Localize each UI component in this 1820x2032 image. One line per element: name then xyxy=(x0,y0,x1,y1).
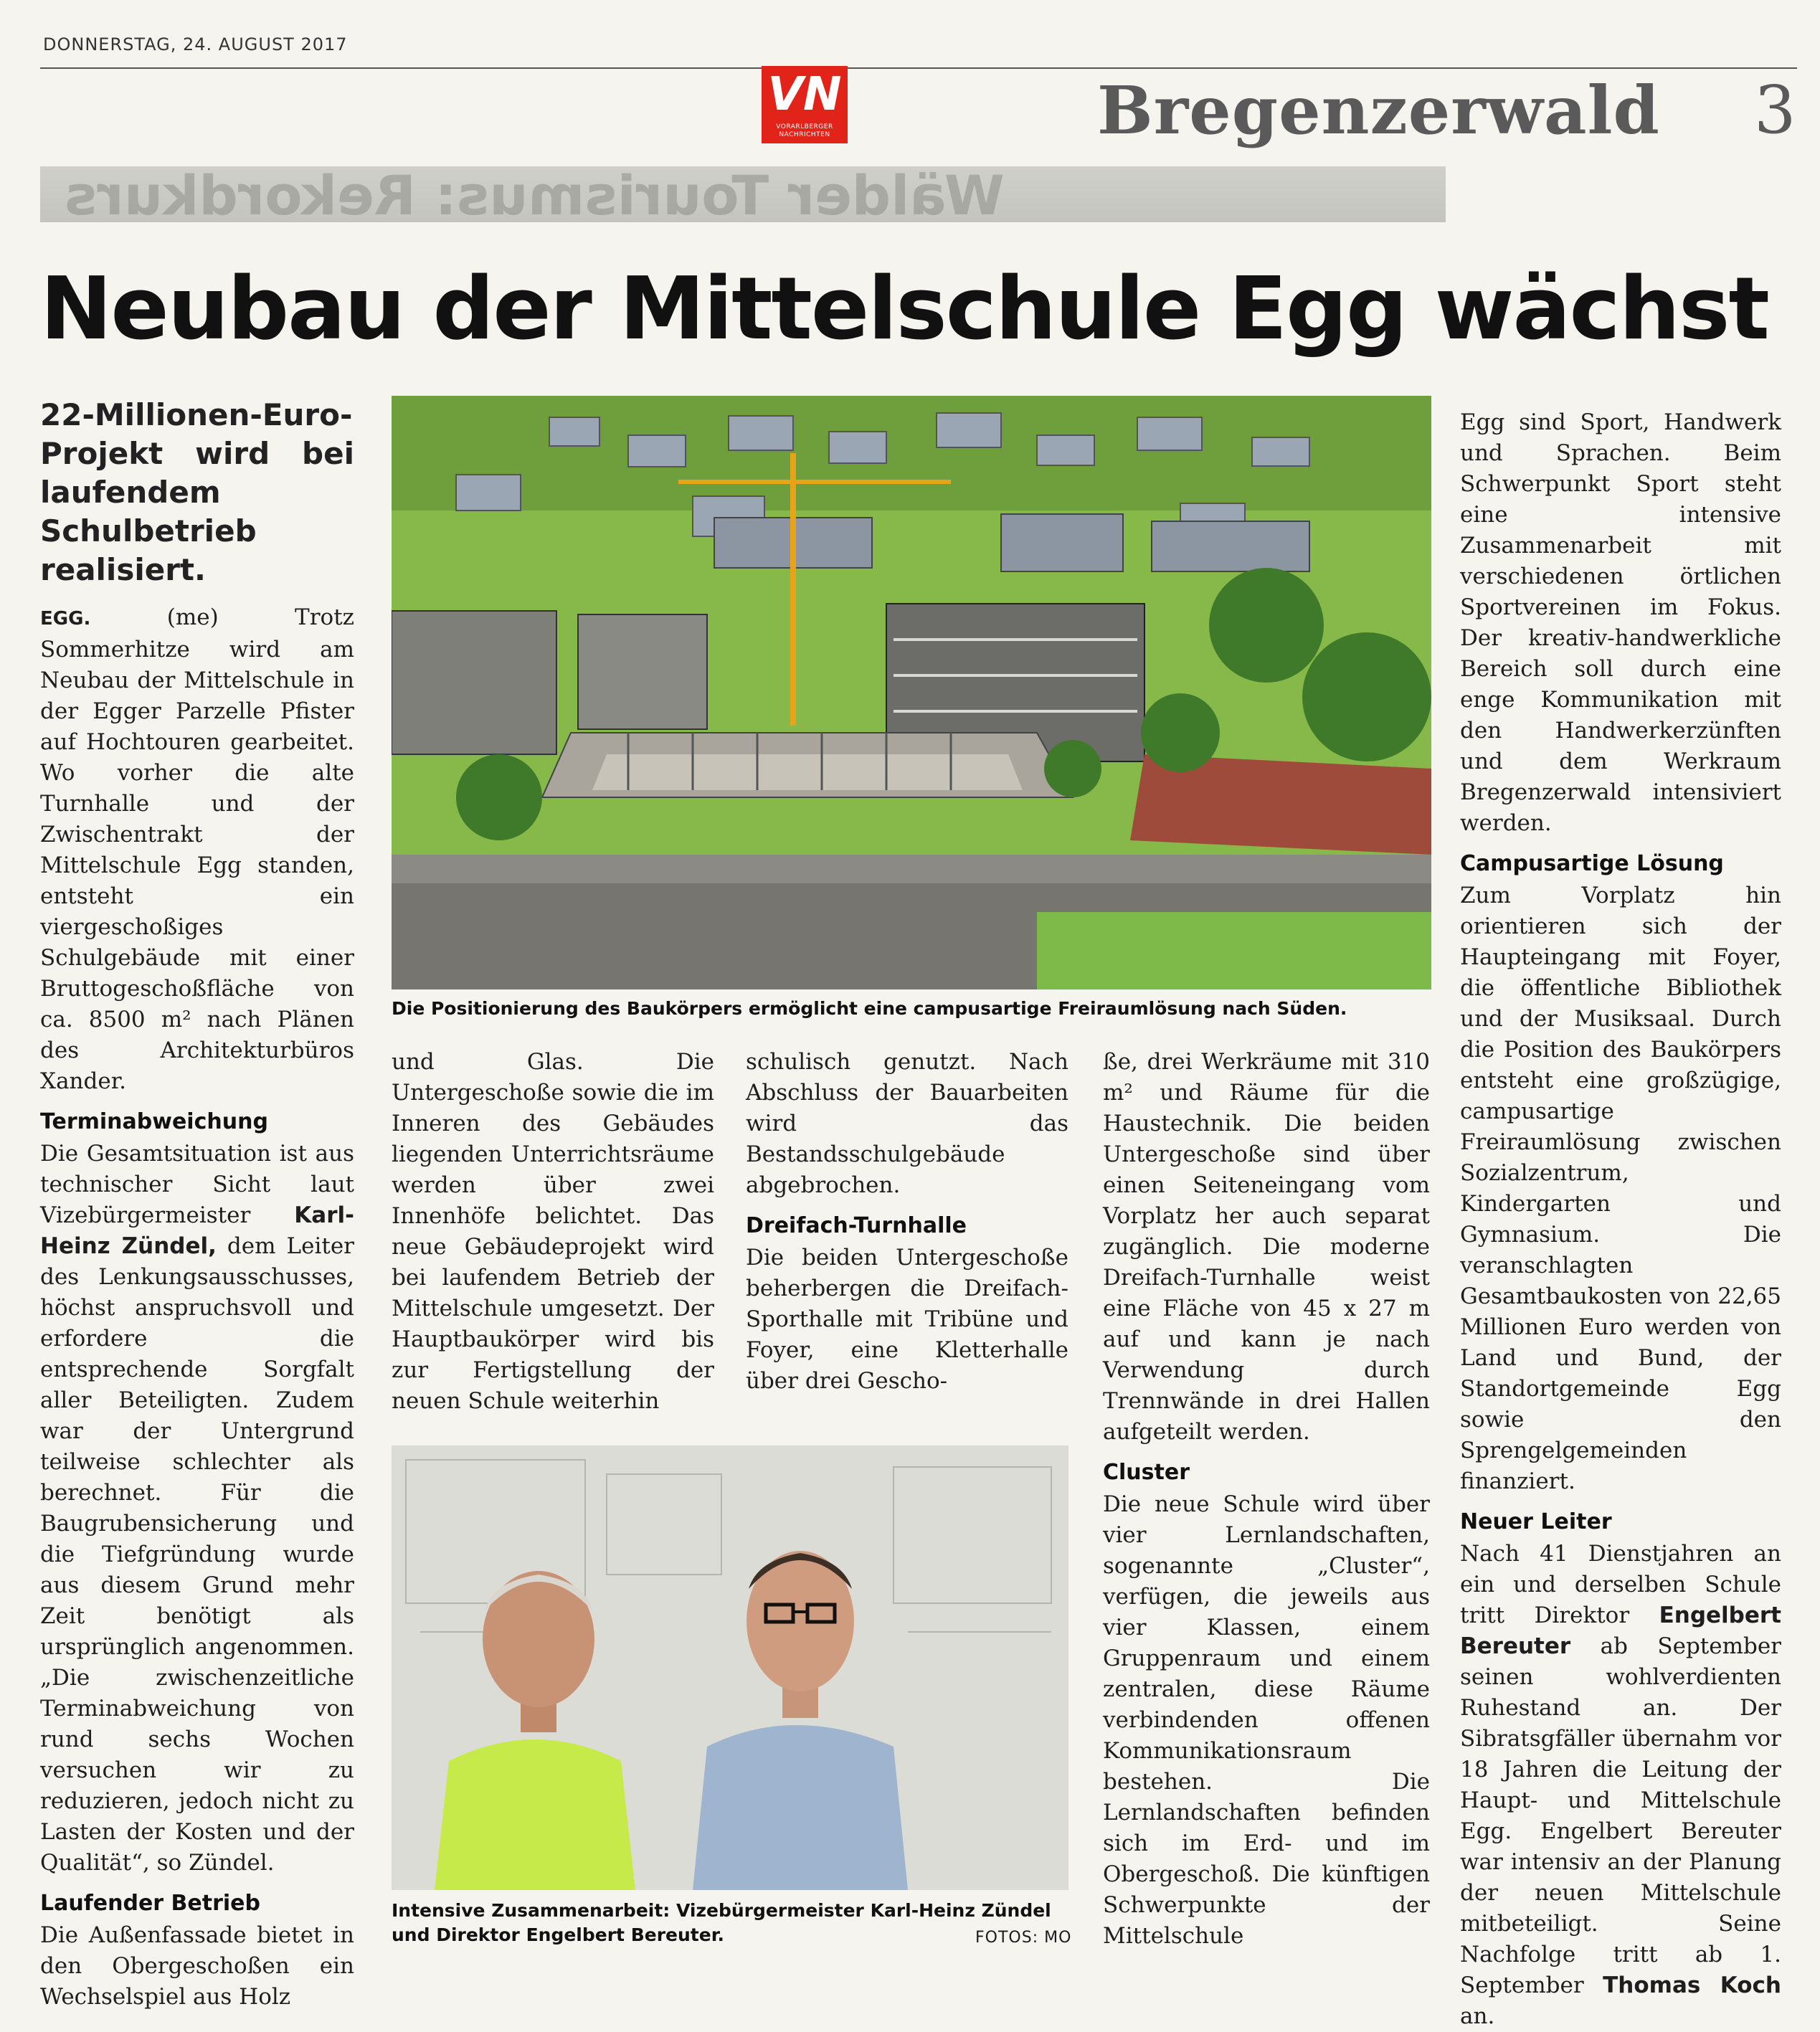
betrieb-text-3: schulisch genutzt. Nach Abschluss der Bauarbeiten wird das Bestandsschulgebäude abgebrochen. xyxy=(746,1049,1068,1198)
construction-photo-art xyxy=(392,396,1431,989)
portrait-photo-art xyxy=(392,1445,1068,1890)
issue-date: DONNERSTAG, 24. AUGUST 2017 xyxy=(43,34,348,54)
campus-text: Zum Vorplatz hin orientieren sich der Haupteingang mit Foyer, die öffentliche Bibliothek und der Musiksaal. Durch die Position des Baukörpers entsteht eine großzügige, campusartige Freiraumlösung zwischen Sozialzentrum, Kindergarten und Gymnasium. Die veranschlagten Gesamtbaukosten von 22,65 Millionen Euro werden von Land und Bund, der Standortgemeinde Egg sowie den Sprengelgemeinden finanziert. xyxy=(1460,883,1781,1494)
vn-logo xyxy=(762,66,848,143)
betrieb-text-2: und Glas. Die Untergeschoße sowie die im Inneren des Gebäudes liegenden Unterrichtsräume werden über zwei Innenhöfe belichtet. Das neue Gebäudeprojekt wird bei laufendem Betrieb der Mittelschule umgesetzt. Der Hauptbaukörper wird bis zur Fertigstellung der neuen Schule weiterhin xyxy=(392,1049,714,1414)
director-name: Engelbert Bereuter xyxy=(1460,1603,1781,1659)
column-4 xyxy=(1103,1047,1430,1952)
column-3 xyxy=(746,1047,1068,1397)
headline: Neubau der Mittelschule Egg wächst xyxy=(40,260,1768,359)
bleed-through-text: Wälder Tourismus: Rekordkurs xyxy=(65,163,1005,227)
logo-line-1: VORARLBERGER xyxy=(776,123,833,130)
subhead-neuer-leiter: Neuer Leiter xyxy=(1460,1509,1612,1534)
photo-credit: FOTOS: MO xyxy=(975,1929,1072,1947)
betrieb-text-1: Die Außenfassade bietet in den Obergeschoßen ein Wechselspiel aus Holz xyxy=(40,1922,354,2010)
construction-photo xyxy=(392,396,1431,989)
photo-caption-2: Intensive Zusammenarbeit: Vizebürgermeister Karl-Heinz Zündel und Direktor Engelbert Bereuter. xyxy=(392,1900,1051,1945)
termin-paragraph xyxy=(40,1139,354,1879)
leiter-paragraph xyxy=(1460,1539,1781,2032)
intro-paragraph xyxy=(40,602,354,1097)
portrait-photo xyxy=(392,1445,1068,1890)
photo-caption-1: Die Positionierung des Baukörpers ermöglicht eine campusartige Freiraumlösung nach Süden. xyxy=(392,998,1347,1019)
leiter-text-a: Nach 41 Dienstjahren an ein und derselben Schule tritt Direktor xyxy=(1460,1541,1781,1628)
cluster-text: Die neue Schule wird über vier Lernlandschaften, sogenannte „Cluster“, verfügen, die jeweils aus vier Klassen, einem Gruppenraum und einem zentralen, diese Räume verbindenden offenen Kommunikationsraum bestehen. Die Lernlandschaften befinden sich im Erd- und im Obergeschoß. Die künftigen Schwerpunkte der Mittelschule xyxy=(1103,1491,1430,1949)
subhead-laufender-betrieb: Laufender Betrieb xyxy=(40,1891,260,1916)
column-right xyxy=(1460,407,1781,2032)
person-name: Karl-Heinz Zündel, xyxy=(40,1202,354,1259)
logo-mark: VN xyxy=(767,68,842,121)
right-intro-text: Egg sind Sport, Handwerk und Sprachen. Beim Schwerpunkt Sport steht eine intensive Zusammenarbeit mit verschiedenen örtlichen Sportvereinen im Fokus. Der kreativ-handwerkliche Bereich soll durch eine enge Kommunikation mit den Handwerkerzünften und dem Werkraum Bregenzerwald intensiviert werden. xyxy=(1460,409,1781,836)
subhead-campusartige-loesung: Campusartige Lösung xyxy=(1460,851,1724,876)
turnhalle-text-1: Die beiden Untergeschoße beherbergen die Dreifach-Sporthalle mit Tribüne und Foyer, eine Kletterhalle über drei Gescho- xyxy=(746,1245,1068,1394)
section-title: Bregenzerwald xyxy=(1097,72,1660,149)
termin-text-b: dem Leiter des Lenkungsausschusses, höchst anspruchsvoll und erfordere die entsprechende Sorgfalt aller Beteiligten. Zudem war der Untergrund teilweise schlechter als berechnet. Für die Baugrubensicherung und die Tiefgründung wurde aus diesem Grund mehr Zeit benötigt als ursprünglich angenommen. „Die zwischenzeitliche Terminabweichung von rund sechs Wochen versuchen wir zu reduzieren, jedoch nicht zu Lasten der Kosten und der Qualität“, so Zündel. xyxy=(40,1233,354,1876)
leiter-text-end: an. xyxy=(1460,2003,1495,2029)
column-2 xyxy=(392,1047,714,1417)
termin-text-a: Die Gesamtsituation ist aus technischer Sicht laut Vizebürgermeister xyxy=(40,1141,354,1228)
dateline: EGG. xyxy=(40,608,91,630)
logo-line-2: NACHRICHTEN xyxy=(779,131,830,138)
lead-text: 22-Millionen-Euro-Projekt wird bei laufendem Schulbetrieb realisiert. xyxy=(40,397,354,587)
intro-text: (me) Trotz Sommerhitze wird am Neubau der Mittelschule in der Egger Parzelle Pfister auf Hochtouren gearbeitet. Wo vorher die alte Turnhalle und der Zwischentrakt der Mittelschule Egg standen, entsteht ein viergeschoßiges Schulgebäude mit einer Bruttogeschoßfläche von ca. 8500 m² nach Plänen des Architekturbüros Xander. xyxy=(40,604,355,1094)
turnhalle-text-2: ße, drei Werkräume mit 310 m² und Räume für die Haustechnik. Die beiden Untergeschoße sind über einen Seiteneingang vom Vorplatz her auch separat zugänglich. Die moderne Dreifach-Turnhalle weist eine Fläche von 45 x 27 m auf und kann je nach Verwendung durch Trennwände in drei Hallen aufgeteilt werden. xyxy=(1103,1049,1430,1445)
column-1 xyxy=(40,396,354,2013)
page-number: 3 xyxy=(1754,72,1796,148)
subhead-dreifach-turnhalle: Dreifach-Turnhalle xyxy=(746,1213,967,1238)
subhead-cluster: Cluster xyxy=(1103,1460,1190,1485)
header-rule xyxy=(40,67,1797,69)
leiter-text-b: ab September seinen wohlverdienten Ruhestand an. Der Sibratsgfäller übernahm vor 18 Jahren die Leitung der Haupt- und Mittelschule Egg. Engelbert Bereuter war intensiv an der Planung der neuen Mittelschule mitbeteiligt. Seine Nachfolge tritt ab 1. September xyxy=(1460,1633,1781,1998)
successor-name: Thomas Koch xyxy=(1603,1972,1782,1998)
subhead-terminabweichung: Terminabweichung xyxy=(40,1109,268,1134)
